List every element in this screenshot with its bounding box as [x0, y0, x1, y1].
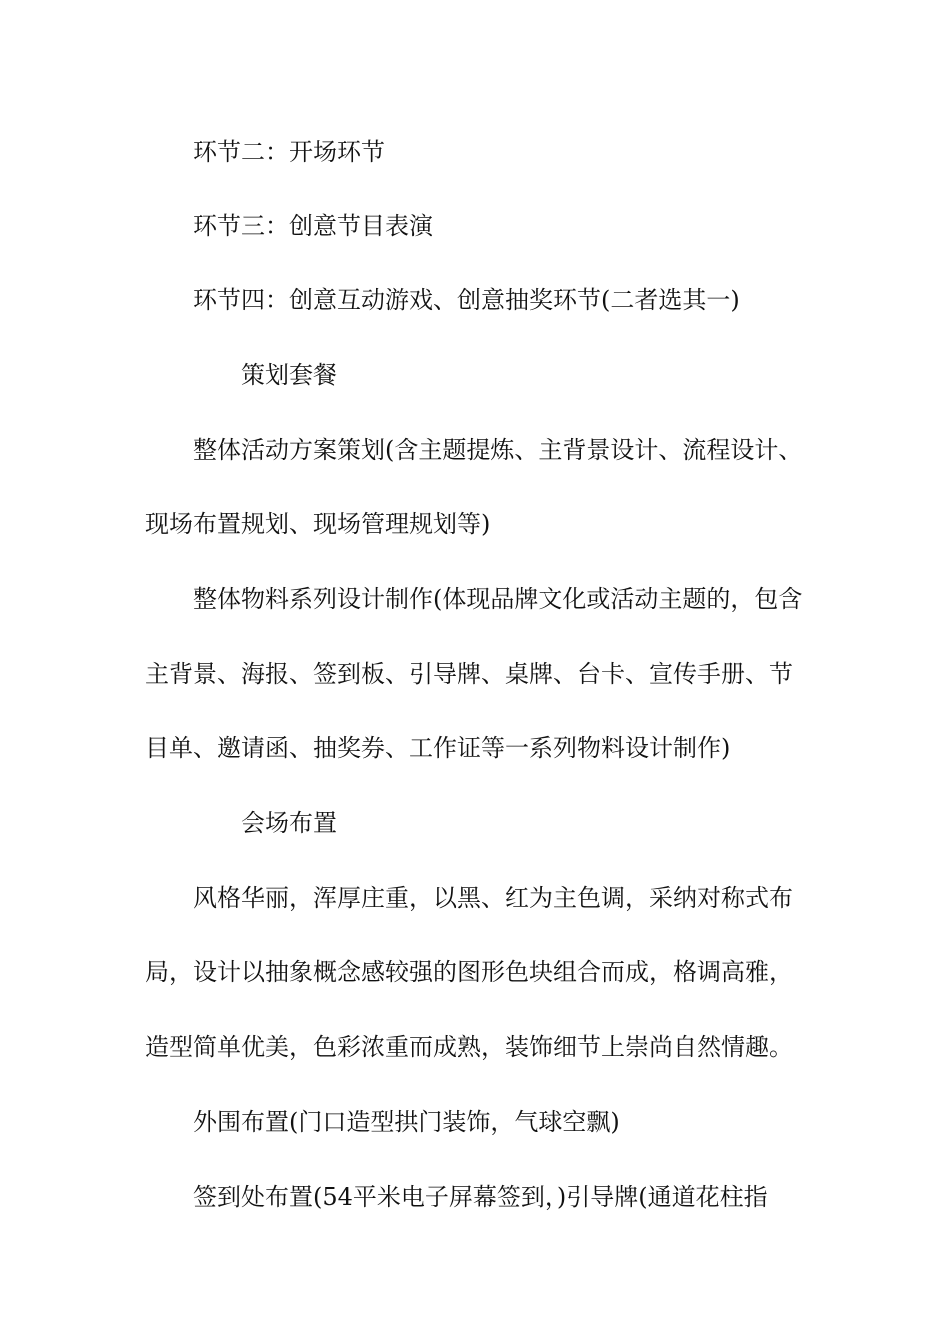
paragraph-line: 签到处布置(54平米电子屏幕签到，)引导牌(通道花柱指	[193, 1183, 768, 1211]
paragraph-line: 目单、邀请函、抽奖券、工作证等一系列物料设计制作)	[145, 734, 731, 762]
paragraph-line: 环节二：开场环节	[193, 138, 385, 166]
paragraph-line: 造型简单优美，色彩浓重而成熟，装饰细节上崇尚自然情趣。	[145, 1033, 793, 1061]
section-heading: 策划套餐	[241, 361, 337, 389]
paragraph-line: 局，设计以抽象概念感较强的图形色块组合而成，格调高雅，	[145, 958, 793, 986]
paragraph-line: 整体物料系列设计制作(体现品牌文化或活动主题的，包含	[193, 585, 803, 613]
paragraph-line: 环节四：创意互动游戏、创意抽奖环节(二者选其一)	[193, 286, 740, 314]
paragraph-line: 整体活动方案策划(含主题提炼、主背景设计、流程设计、	[193, 436, 803, 464]
paragraph-line: 风格华丽，浑厚庄重，以黑、红为主色调，采纳对称式布	[193, 884, 793, 912]
paragraph-line: 现场布置规划、现场管理规划等)	[145, 510, 491, 538]
paragraph-line: 外围布置(门口造型拱门装饰，气球空飘)	[193, 1108, 620, 1136]
paragraph-line: 环节三：创意节目表演	[193, 212, 433, 240]
paragraph-line: 主背景、海报、签到板、引导牌、桌牌、台卡、宣传手册、节	[145, 660, 793, 688]
section-heading: 会场布置	[241, 809, 337, 837]
